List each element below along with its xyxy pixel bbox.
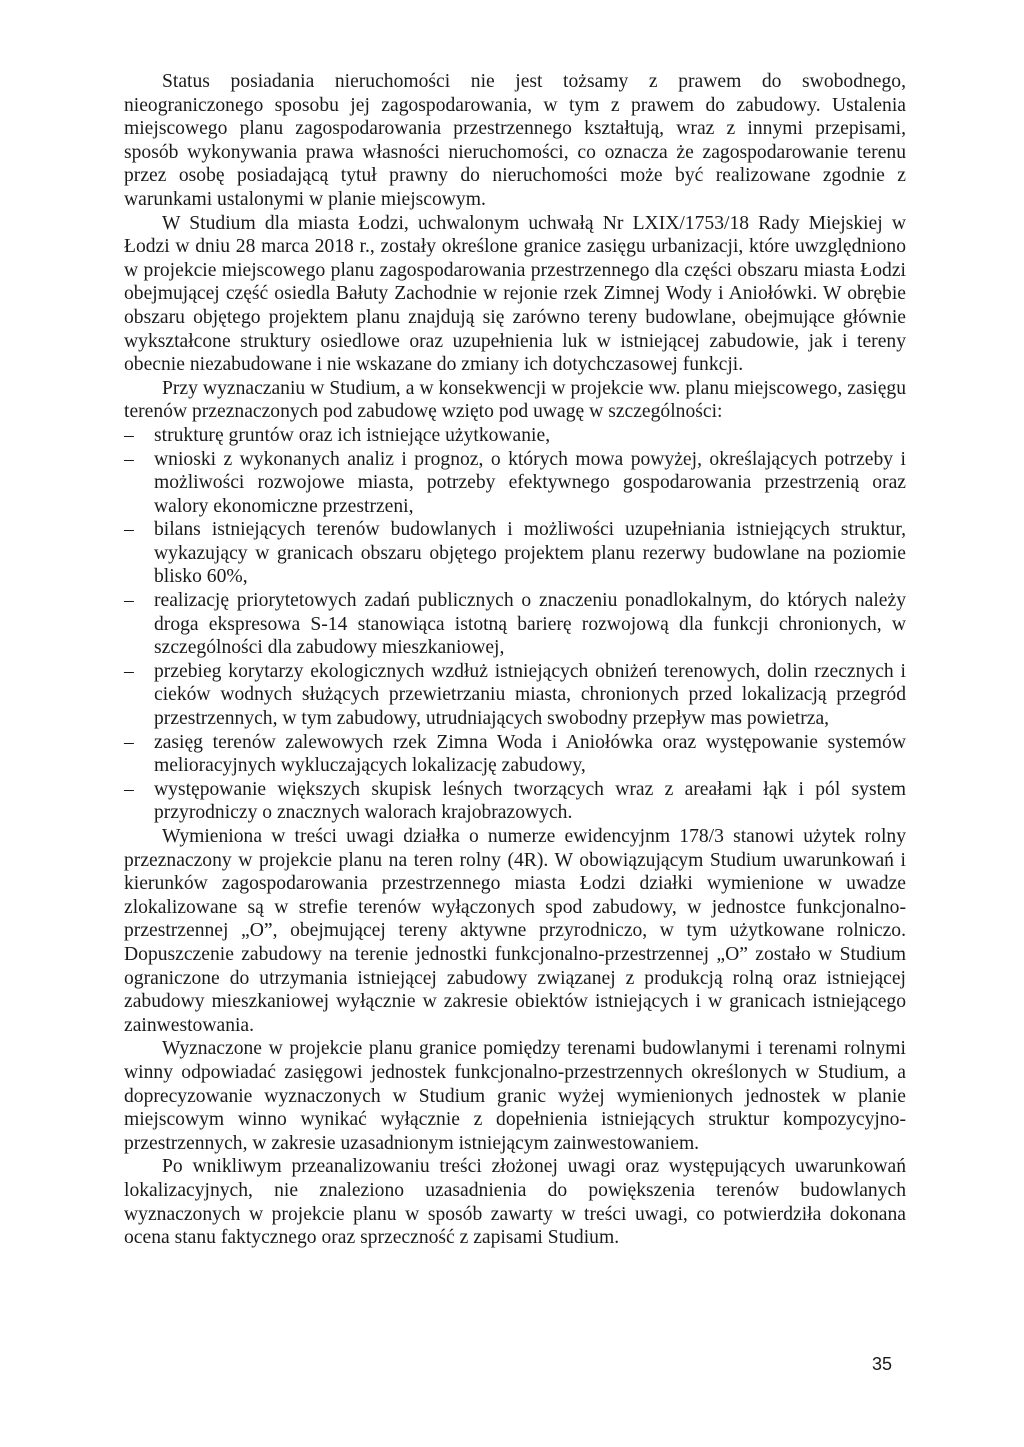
dash-marker: – <box>124 590 134 612</box>
list-item <box>124 589 906 660</box>
dash-marker: – <box>124 519 134 541</box>
list-item-text: realizację priorytetowych zadań publicznych o znaczeniu ponadlokalnym, do których należy droga ekspresowa S-14 stanowiąca istotną barierę rozwojową dla funkcji chronionych, w szczególności dla zabudowy mieszkaniowej, <box>154 590 906 659</box>
list-item-text: występowanie większych skupisk leśnych tworzących wraz z areałami łąk i pól system przyrodniczy o znacznych walorach krajobrazowych. <box>154 778 906 824</box>
paragraph-parcel-178-3: Wymieniona w treści uwagi działka o numerze ewidencyjnm 178/3 stanowi użytek rolny przeznaczony w projekcie planu na teren rolny (4R). W obowiązującym Studium uwarunkowań i kierunków zagospodarowania przestrzennego miasta Łodzi działki wymienione w uwadze zlokalizowane są w strefie terenów wyłączonych spod zabudowy, w jednostce funkcjonalno-przestrzennej „O”, obejmującej tereny aktywne przyrodniczo, w tym użytkowane rolniczo. Dopuszczenie zabudowy na terenie jednostki funkcjonalno-przestrzennej „O” zostało w Studium ograniczone do utrzymania istniejącej zabudowy związanej z produkcją rolną oraz istniejącej zabudowy mieszkaniowej wyłącznie w zakresie obiektów istniejących i w granicach istniejącego zainwestowania. <box>124 826 906 1036</box>
list-item-text: zasięg terenów zalewowych rzek Zimna Woda i Aniołówka oraz występowanie systemów melioracyjnych wykluczających lokalizację zabudowy, <box>154 731 906 777</box>
document-body <box>124 70 906 1250</box>
dash-marker: – <box>124 731 134 753</box>
paragraph-criteria-intro: Przy wyznaczaniu w Studium, a w konsekwencji w projekcie ww. planu miejscowego, zasięgu terenów przeznaczonych pod zabudowę wzięto pod uwagę w szczególności: <box>124 377 906 423</box>
dash-marker: – <box>124 778 134 800</box>
dash-marker: – <box>124 448 134 470</box>
paragraph-studium-lodz: W Studium dla miasta Łodzi, uchwalonym uchwałą Nr LXIX/1753/18 Rady Miejskiej w Łodzi w dniu 28 marca 2018 r., zostały określone granice zasięgu urbanizacji, które uwzględniono w projekcie miejscowego planu zagospodarowania przestrzennego dla części obszaru miasta Łodzi obejmującej część osiedla Bałuty Zachodnie w rejonie rzek Zimnej Wody i Aniołówki. W obrębie obszaru objętego projektem planu znajdują się zarówno tereny budowlane, obejmujące głównie wykształcone struktury osiedlowe oraz uzupełnienia luk w istniejącej zabudowie, jak i tereny obecnie niezabudowane i nie wskazane do zmiany ich dotychczasowej funkcji. <box>124 212 906 376</box>
dash-marker: – <box>124 660 134 682</box>
list-item-text: strukturę gruntów oraz ich istniejące użytkowanie, <box>154 424 551 446</box>
dash-marker: – <box>124 424 134 446</box>
list-item <box>124 518 906 589</box>
page-number: 35 <box>872 1354 893 1374</box>
list-item <box>124 424 906 448</box>
criteria-list <box>124 424 906 825</box>
paragraph-ownership-status: Status posiadania nieruchomości nie jest tożsamy z prawem do swobodnego, nieograniczonego sposobu jej zagospodarowania, w tym z prawem do zabudowy. Ustalenia miejscowego planu zagospodarowania przestrzennego kształtują, wraz z innymi przepisami, sposób wykonywania prawa własności nieruchomości, co oznacza że zagospodarowanie terenu przez osobę posiadającą tytuł prawny do nieruchomości może być realizowane zgodnie z warunkami ustalonymi w planie miejscowym. <box>124 71 906 210</box>
list-item-text: wnioski z wykonanych analiz i prognoz, o których mowa powyżej, określających potrzeby i możliwości rozwojowe miasta, potrzeby efektywnego gospodarowania przestrzenią oraz walory ekonomiczne przestrzeni, <box>154 448 906 517</box>
list-item <box>124 731 906 778</box>
list-item <box>124 778 906 825</box>
paragraph-plan-boundaries: Wyznaczone w projekcie planu granice pomiędzy terenami budowlanymi i terenami rolnymi winny odpowiadać zasięgowi jednostek funkcjonalno-przestrzennych określonych w Studium, a doprecyzowanie wyznaczonych w Studium granic wyżej wymienionych jednostek w planie miejscowym winno wynikać wyłącznie z dopełnienia istniejących struktur kompozycyjno-przestrzennych, w zakresie uzasadnionym istniejącym zainwestowaniem. <box>124 1038 906 1154</box>
list-item <box>124 660 906 731</box>
paragraph-conclusion: Po wnikliwym przeanalizowaniu treści złożonej uwagi oraz występujących uwarunkowań lokalizacyjnych, nie znaleziono uzasadnienia do powiększenia terenów budowlanych wyznaczonych w projekcie planu w sposób zawarty w treści uwagi, co potwierdziła dokonana ocena stanu faktycznego oraz sprzeczność z zapisami Studium. <box>124 1156 906 1249</box>
list-item-text: bilans istniejących terenów budowlanych i możliwości uzupełniania istniejących struktur, wykazujący w granicach obszaru objętego projektem planu rezerwy budowlane na poziomie blisko 60%, <box>154 519 906 588</box>
list-item-text: przebieg korytarzy ekologicznych wzdłuż istniejących obniżeń terenowych, dolin rzecznych i cieków wodnych służących przewietrzaniu miasta, chronionych przed lokalizacją przegród przestrzennych, w tym zabudowy, utrudniających swobodny przepływ mas powietrza, <box>154 660 906 730</box>
list-item <box>124 448 906 519</box>
